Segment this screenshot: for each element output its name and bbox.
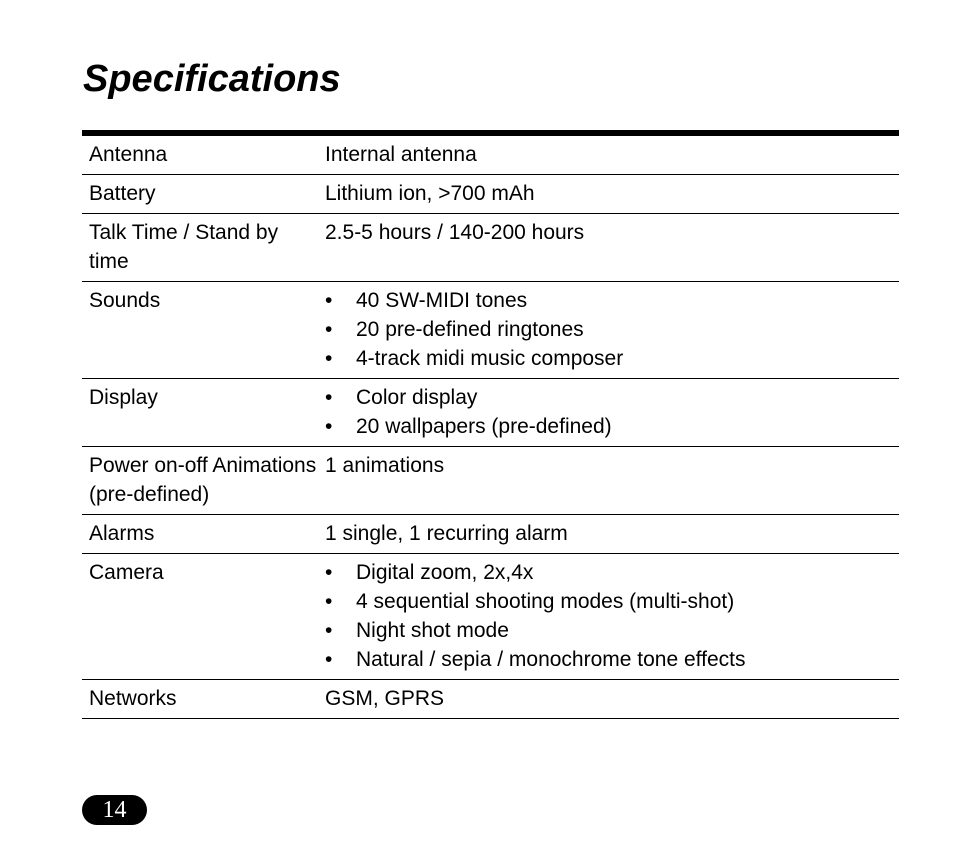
spec-label: Antenna (89, 143, 168, 166)
list-item: • Digital zoom, 2x,4x (325, 558, 899, 587)
bullet-list (325, 558, 899, 674)
spec-row-display (82, 379, 899, 447)
spec-row-power-animations (82, 447, 899, 515)
page-number-badge: 14 (82, 795, 147, 825)
spec-row-alarms (82, 515, 899, 554)
list-item: • 20 wallpapers (pre-defined) (325, 412, 899, 441)
list-item: • 40 SW-MIDI tones (325, 286, 899, 315)
spec-row-camera (82, 554, 899, 680)
bullet-list (325, 286, 899, 373)
spec-value: 1 animations (325, 454, 445, 477)
spec-row-networks (82, 680, 899, 719)
list-item: • 4 sequential shooting modes (multi-shot) (325, 587, 899, 616)
spec-value (318, 383, 899, 441)
spec-label: Power on-off Animations (pre-defined) (89, 454, 317, 506)
spec-label: Camera (89, 561, 164, 584)
spec-label: Sounds (89, 289, 161, 312)
spec-row-antenna (82, 136, 899, 175)
list-item: • 20 pre-defined ringtones (325, 315, 899, 344)
spec-label: Battery (89, 182, 156, 205)
spec-value (318, 286, 899, 373)
spec-value: Lithium ion, >700 mAh (325, 182, 535, 205)
list-item: • Night shot mode (325, 616, 899, 645)
spec-label: Talk Time / Stand by time (89, 221, 279, 273)
spec-value: 1 single, 1 recurring alarm (325, 522, 568, 545)
spec-row-sounds (82, 282, 899, 379)
spec-label: Networks (89, 687, 177, 710)
spec-row-talk-time (82, 214, 899, 282)
list-item: • Natural / sepia / monochrome tone effects (325, 645, 899, 674)
spec-label: Alarms (89, 522, 155, 545)
spec-value: Internal antenna (325, 143, 477, 166)
spec-value (318, 558, 899, 674)
bullet-list (325, 383, 899, 441)
spec-value: 2.5-5 hours / 140-200 hours (325, 221, 585, 244)
spec-label: Display (89, 386, 158, 409)
list-item: • Color display (325, 383, 899, 412)
list-item: • 4-track midi music composer (325, 344, 899, 373)
spec-row-battery (82, 175, 899, 214)
specifications-table (82, 130, 899, 719)
page-title: Specifications (83, 58, 341, 100)
spec-value: GSM, GPRS (325, 687, 445, 710)
